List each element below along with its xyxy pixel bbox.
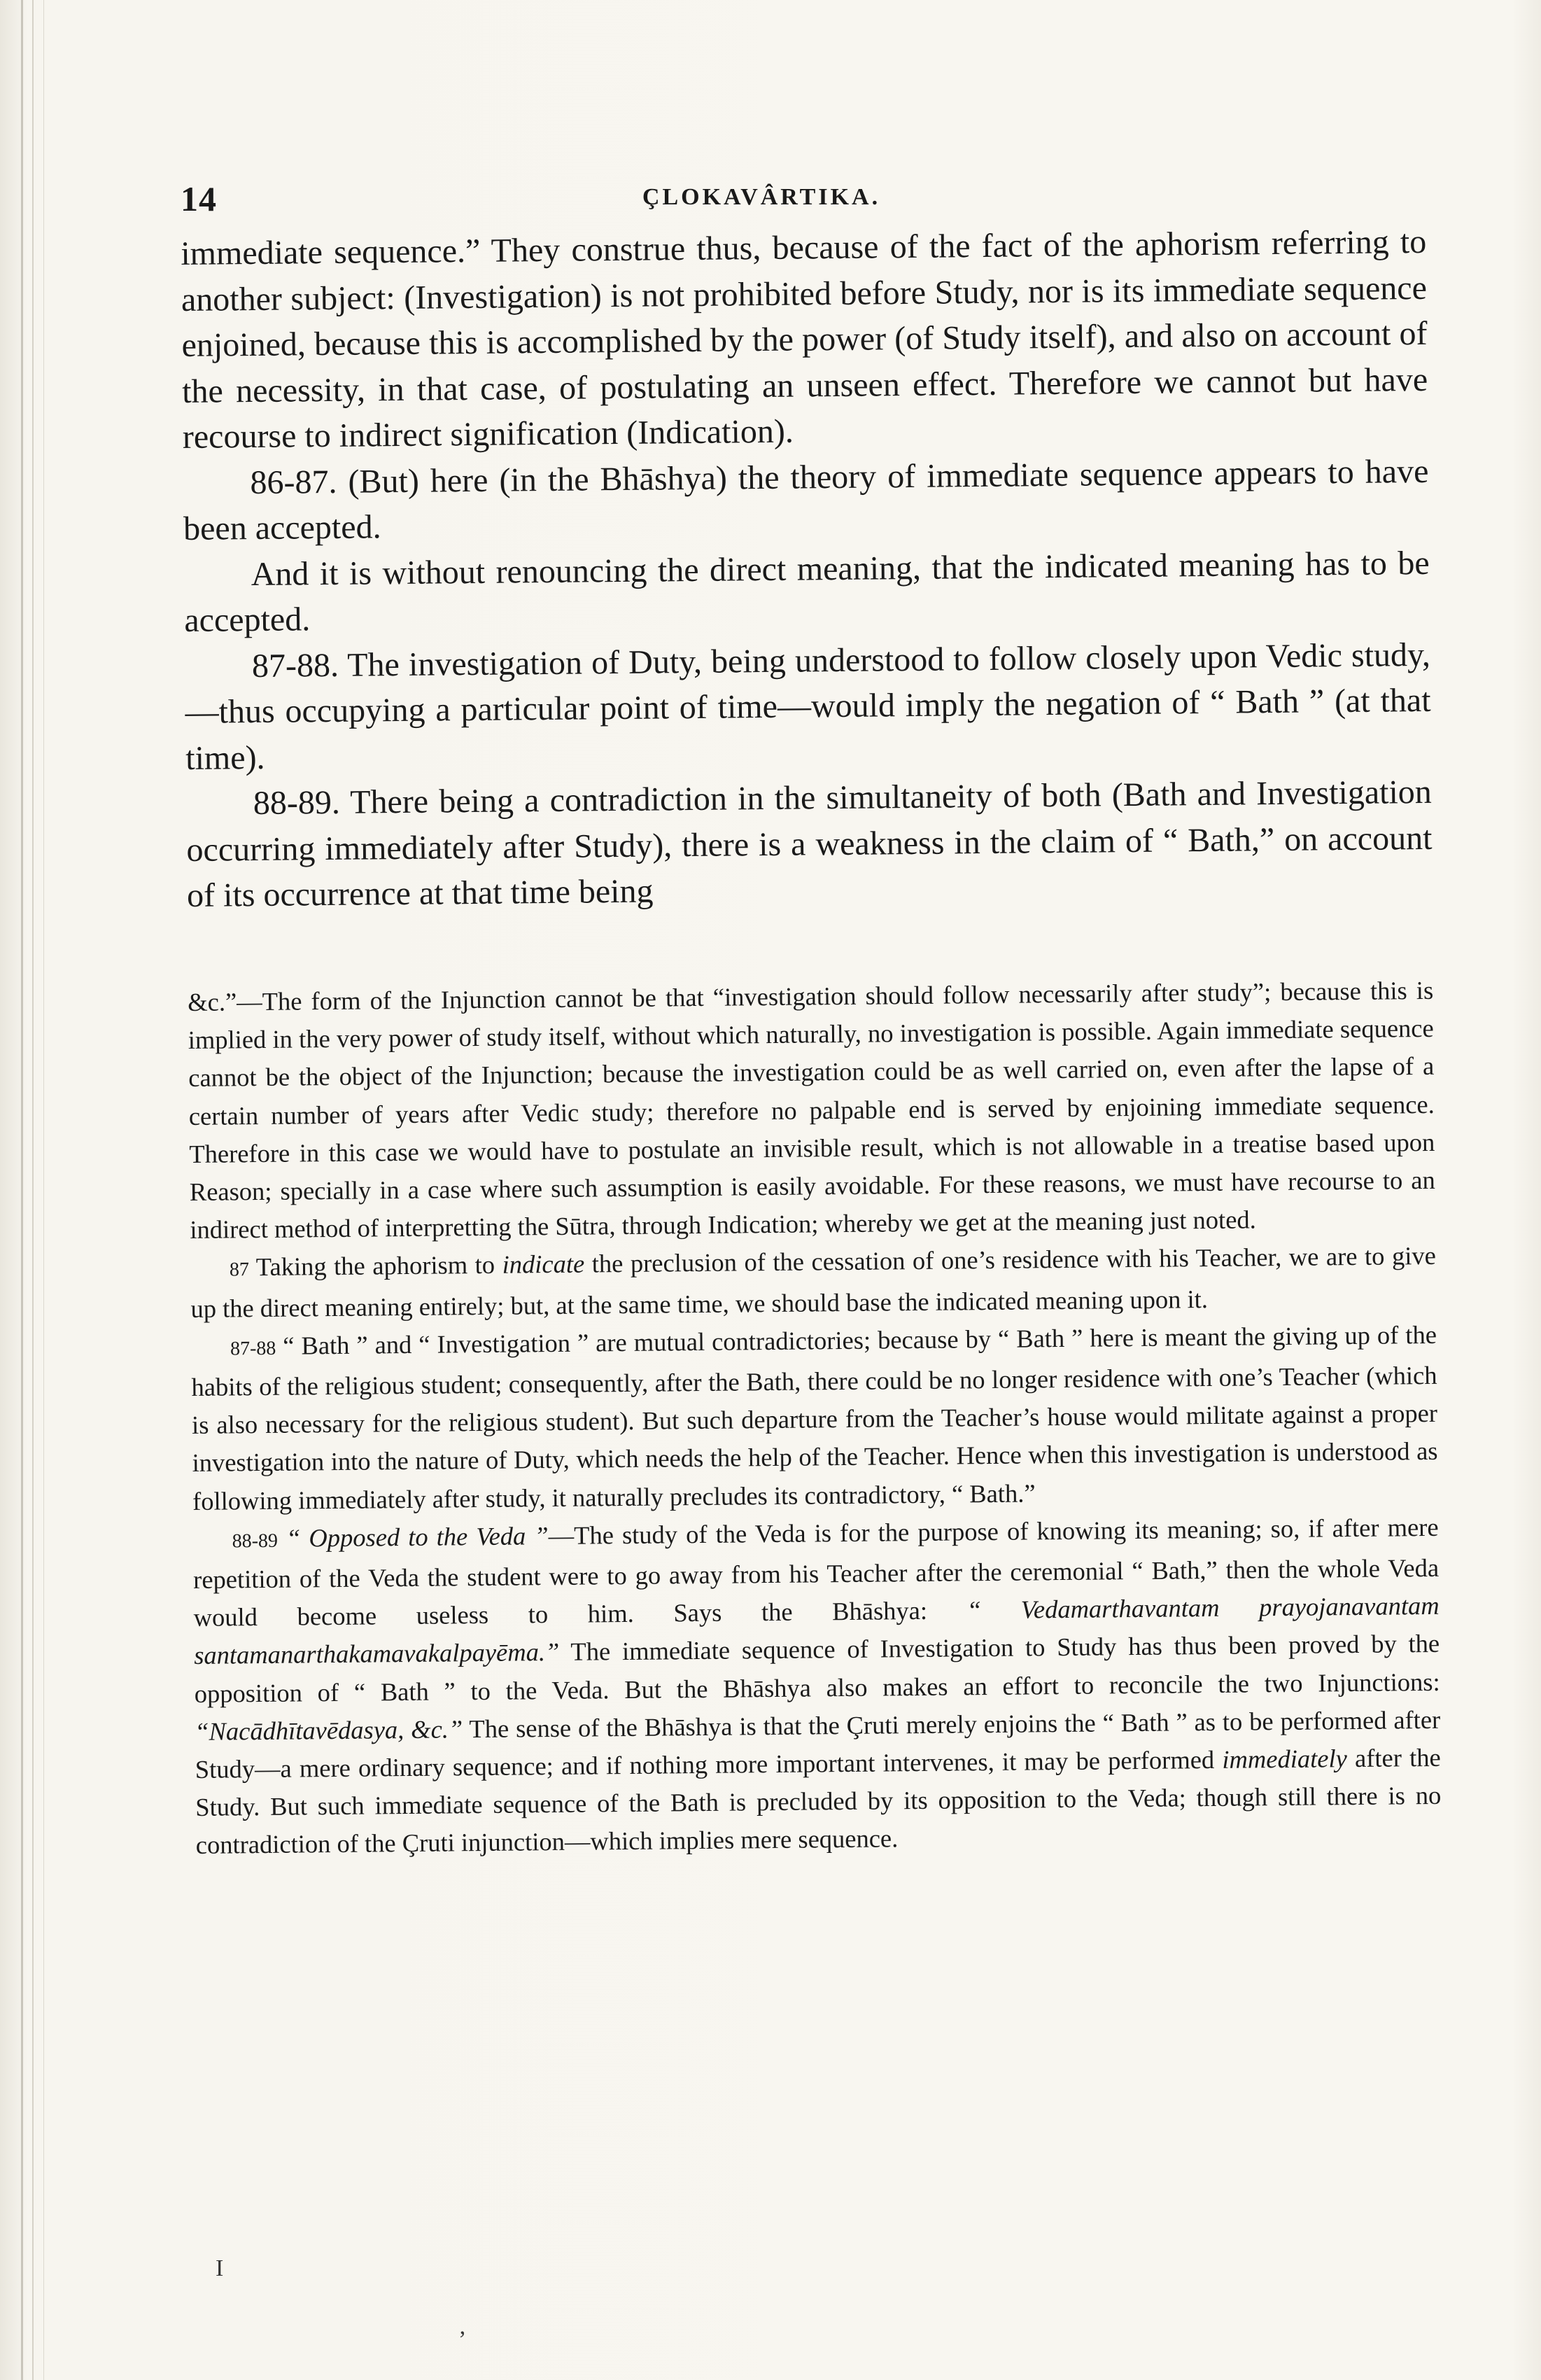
footnote <box>188 972 1436 1249</box>
main-paragraph: 88-89. There being a contradiction in the simultaneity of both (Bath and Investigation occurring immediately after Study), there is a weakness in the claim of “ Bath,” on account of its occurrence at that time being <box>186 773 1433 914</box>
main-paragraph: immediate sequence.” They construe thus, because of the fact of the aphorism referring to another subject: (Investigation) is not prohibited before Study, nor is its immediate sequence enjoined, because this is accomplished by the power (of Study itself), and also on account of the necessity, in that case, of postulating an unseen effect. Therefore we cannot but have recourse to indirect signification (Indication). <box>181 223 1428 456</box>
main-paragraph: And it is without renouncing the direct meaning, that the indicated meaning has to be accepted. <box>184 544 1430 639</box>
stray-mark: I <box>216 2255 224 2281</box>
footnote-text: the preclusion of the cessation of one’s residence with his Teacher, we are to give up the direct meaning entirely; but, at the same time, we should base the indicated meaning upon it. <box>190 1241 1437 1323</box>
footnote-italic: “ Opposed to the Veda ” <box>286 1520 549 1553</box>
main-paragraph: 86-87. (But) here (in the Bhāshya) the theory of immediate sequence appears to have been accepted. <box>183 452 1429 547</box>
footnote-text: &c.”—The form of the Injunction cannot be that “investigation should follow necessarily after study”; because this is implied in the very power of study itself, without which naturally, no investigation is possible. Again immediate sequence cannot be the object of the Injunction; because the investigation could be as well carried on, even after the lapse of a certain number of years after Vedic study; therefore no palpable end is served by enjoining immediate sequence. Therefore in this case we would have to postulate an invisible result, which is not allowable in a treatise based upon Reason; specially in a case where such assumption is easily avoidable. For these reasons, we must have recourse to an indirect method of interpretting the Sūtra, through Indication; whereby we get at the meaning just noted. <box>188 975 1435 1245</box>
footnote-italic: “ Vedamarthavantam prayojanavantam santamanarthakamavakalpayēma.” <box>194 1591 1440 1670</box>
footnote-ref: 88-89 <box>232 1530 279 1553</box>
stray-mark: ‚ <box>458 2314 467 2339</box>
footnote <box>191 1316 1439 1520</box>
footnote <box>192 1508 1442 1865</box>
footnote-italic: indicate <box>502 1249 585 1280</box>
binding-shadow <box>43 0 44 2380</box>
footnote-text: after the Study. But such immediate sequence of the Bath is precluded by its opposition to the Veda; though still there is no contradiction of the Çruti injunction—which implies mere sequence. <box>195 1742 1442 1860</box>
footnote-italic: immediately <box>1222 1744 1348 1774</box>
binding-shadow <box>32 0 34 2380</box>
footnote-text: “ Bath ” and “ Investigation ” are mutual contradictories; because by “ Bath ” here is meant the giving up of the habits of the religious student; consequently, after the Bath, there could be no longer residence with one’s Teacher (which is also necessary for the religious student). But such departure from the Teacher’s house would militate against a proper investigation into the nature of Duty, which needs the help of the Teacher. Hence when this investigation is understood as following immediately after study, it naturally precludes its contradictory, “ Bath.” <box>191 1320 1438 1516</box>
footnote-text: The immediate sequence of Investigation to Study has thus been proved by the opposition of “ Bath ” to the Veda. But the Bhāshya also makes an effort to reconcile the two Injunctions: <box>194 1629 1440 1708</box>
running-head: ÇLOKAVÂRTIKA. <box>642 184 881 210</box>
main-paragraph: 87-88. The investigation of Duty, being understood to follow closely upon Vedic study,—thus occupying a particular point of time—would imply the negation of “ Bath ” (at that time). <box>185 636 1431 777</box>
main-text <box>181 219 1433 919</box>
footnote-italic: “Nacādhītavēdasya, &c.” <box>195 1714 463 1746</box>
footnote <box>190 1237 1437 1327</box>
footnotes <box>188 972 1442 1865</box>
footnote-text: —The study of the Veda is for the purpose of knowing its meaning; so, if after mere repetition of the Veda the student were to go away from his Teacher after the ceremonial “ Bath,” then the whole Veda would become useless to him. Says the Bhāshya: <box>192 1512 1440 1632</box>
footnote-text: The sense of the Bhāshya is that the Çruti merely enjoins the “ Bath ” as to be performed after Study—a mere ordinary sequence; and if nothing more important intervenes, it may be performed <box>195 1704 1441 1784</box>
page-number: 14 <box>181 179 217 218</box>
page-header <box>181 178 1426 220</box>
footnote-text: Taking the aphorism to <box>255 1250 495 1282</box>
footnote-ref: 87-88 <box>230 1337 276 1360</box>
binding-shadow <box>21 0 23 2380</box>
footnote-ref: 87 <box>229 1259 250 1281</box>
